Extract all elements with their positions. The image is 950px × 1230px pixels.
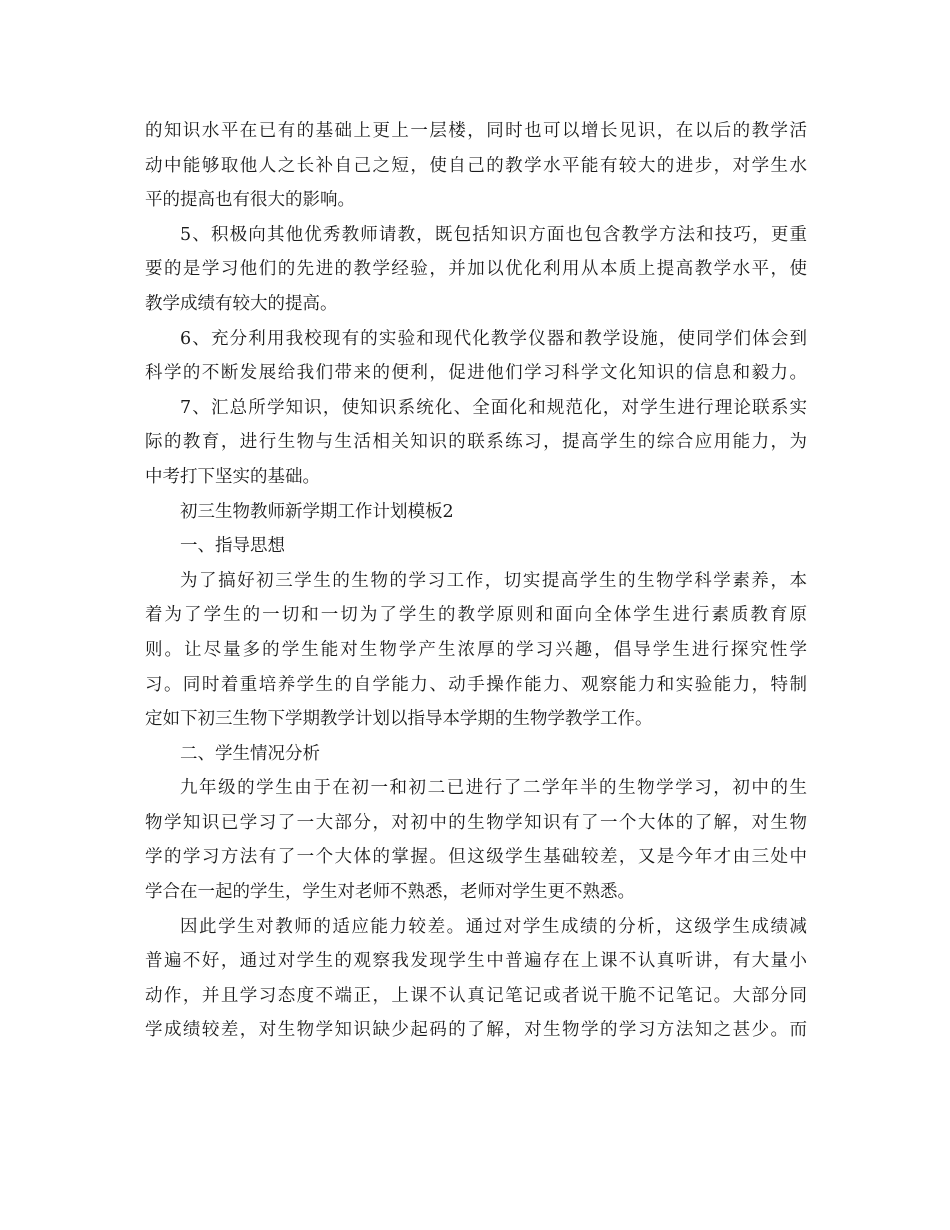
text-line: 九年级的学生由于在初一和初二已进行了二学年半的生物学学习，初中的生 (180, 778, 807, 799)
text-line: 6、充分利用我校现有的实验和现代化教学仪器和教学设施，使同学们体会到 (180, 328, 807, 349)
text-line: 物学知识已学习了一大部分，对初中的生物学知识有了一个大体的了解，对生物 (145, 812, 807, 833)
text-line: 一、指导思想 (180, 536, 285, 557)
text-line: 着为了学生的一切和一切为了学生的教学原则和面向全体学生进行素质教育原 (145, 605, 807, 626)
text-line: 为了搞好初三学生的生物的学习工作，切实提高学生的生物学科学素养，本 (180, 570, 807, 591)
text-line: 初三生物教师新学期工作计划模板2 (180, 501, 454, 522)
text-line: 学成绩较差，对生物学知识缺少起码的了解，对生物学的学习方法知之甚少。而 (145, 1020, 807, 1041)
text-line: 中考打下坚实的基础。 (145, 466, 320, 487)
text-line: 际的教育，进行生物与生活相关知识的联系练习，提高学生的综合应用能力，为 (145, 432, 807, 453)
text-line: 普遍不好，通过对学生的观察我发现学生中普遍存在上课不认真听讲，有大量小 (145, 951, 807, 972)
text-line: 的知识水平在已有的基础上更上一层楼，同时也可以增长见识，在以后的教学活 (145, 121, 807, 141)
text-line: 动中能够取他人之长补自己之短，使自己的教学水平能有较大的进步，对学生水 (145, 155, 807, 176)
text-line: 教学成绩有较大的提高。 (145, 293, 338, 314)
text-line: 5、积极向其他优秀教师请教，既包括知识方面也包含教学方法和技巧，更重 (180, 224, 807, 245)
text-line: 要的是学习他们的先进的教学经验，并加以优化利用从本质上提高教学水平，使 (145, 259, 807, 280)
text-line: 科学的不断发展给我们带来的便利，促进他们学习科学文化知识的信息和毅力。 (145, 363, 807, 384)
text-line: 7、汇总所学知识，使知识系统化、全面化和规范化，对学生进行理论联系实 (180, 397, 807, 418)
document-body (145, 114, 807, 1048)
text-line: 平的提高也有很大的影响。 (145, 190, 355, 211)
text-line: 因此学生对教师的适应能力较差。通过对学生成绩的分析，这级学生成绩减 (180, 916, 807, 937)
text-line: 二、学生情况分析 (180, 743, 320, 764)
text-line: 习。同时着重培养学生的自学能力、动手操作能力、观察能力和实验能力，特制 (145, 674, 807, 695)
text-line: 学的学习方法有了一个大体的掌握。但这级学生基础较差，又是今年才由三处中 (145, 847, 807, 868)
text-line: 动作，并且学习态度不端正，上课不认真记笔记或者说干脆不记笔记。大部分同 (145, 985, 807, 1006)
text-line: 则。让尽量多的学生能对生物学产生浓厚的学习兴趣，倡导学生进行探究性学 (145, 639, 807, 660)
text-line: 学合在一起的学生，学生对老师不熟悉，老师对学生更不熟悉。 (145, 882, 635, 903)
text-line: 定如下初三生物下学期教学计划以指导本学期的生物学教学工作。 (145, 709, 653, 730)
